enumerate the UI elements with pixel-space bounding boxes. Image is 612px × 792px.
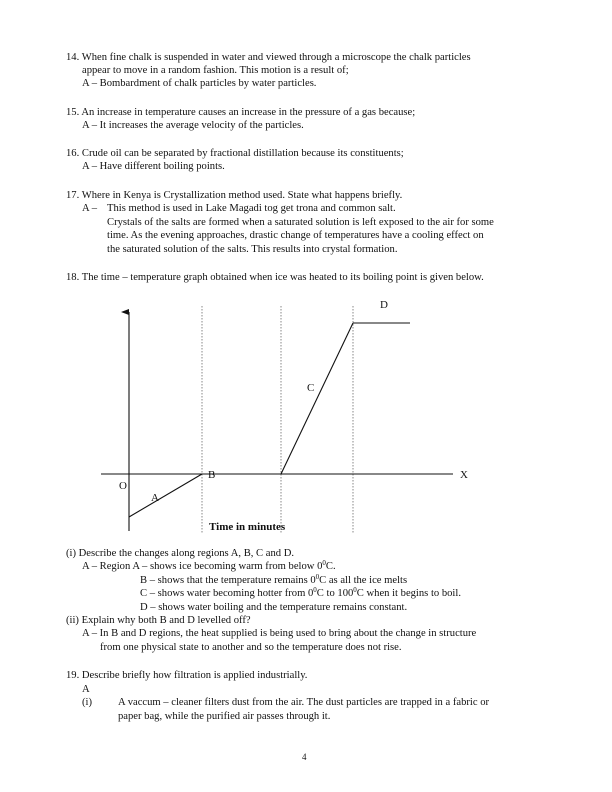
q17-answer-label: A – bbox=[82, 203, 98, 214]
degree-sup: 0 bbox=[315, 573, 320, 581]
q14-number: 14. bbox=[66, 52, 80, 63]
q19-answer-label: A bbox=[82, 684, 90, 695]
q18-answer-a bbox=[82, 560, 336, 573]
answer-c-suffix: C when it begins to boil. bbox=[356, 588, 461, 599]
q17-line1: Where in Kenya is Crystallization method used. State what happens briefly. bbox=[81, 190, 403, 201]
q18-part-ii bbox=[66, 614, 251, 627]
answer-b-text: B – shows that the temperature remains 0 bbox=[140, 575, 316, 586]
q18-line1: The time – temperature graph obtained when ice was heated to its boiling point is given below. bbox=[81, 272, 484, 283]
q18-answer-c bbox=[140, 587, 461, 600]
q14-line1: When fine chalk is suspended in water and viewed through a microscope the chalk particles bbox=[81, 52, 471, 63]
q18-part-i bbox=[66, 547, 294, 560]
region-label-b: B bbox=[208, 469, 216, 481]
q19-item-line2: paper bag, while the purified air passes through it. bbox=[118, 711, 331, 722]
region-label-d: D bbox=[380, 299, 388, 311]
q14-line2: appear to move in a random fashion. This motion is a result of; bbox=[82, 65, 349, 76]
answer-b-suffix: C as all the ice melts bbox=[319, 575, 408, 586]
q14-answer: A – Bombardment of chalk particles by water particles. bbox=[82, 78, 317, 89]
q18-part-i-label: (i) bbox=[66, 548, 76, 559]
q17-answer-line: This method is used in Lake Magadi tog get trona and common salt. bbox=[107, 203, 396, 214]
q18-part-ii-label: (ii) bbox=[66, 615, 79, 626]
q17-answer-line: time. As the evening approaches, drastic change of temperatures have a cooling effect on bbox=[107, 230, 484, 241]
answer-c-mid: C to 100 bbox=[316, 588, 354, 599]
q16-line1: Crude oil can be separated by fractional distillation because its constituents; bbox=[81, 148, 404, 159]
curve-segment-c bbox=[281, 323, 353, 474]
degree-sup: 0 bbox=[353, 586, 357, 594]
answer-a-text: A – Region A – shows ice becoming warm from below 0 bbox=[82, 561, 323, 572]
page-number: 4 bbox=[302, 752, 307, 762]
x-axis-label: X bbox=[460, 469, 468, 481]
q18-part-ii-answer-line2: from one physical state to another and so the temperature does not rise. bbox=[100, 642, 402, 653]
answer-c-text: C – shows water becoming hotter from 0 bbox=[140, 588, 314, 599]
degree-sup: 0 bbox=[313, 586, 317, 594]
degree-sup: 0 bbox=[322, 559, 326, 567]
q18-number: 18. bbox=[66, 272, 80, 283]
q18-part-ii-answer-line1: A – In B and D regions, the heat supplied is being used to bring about the change in structure bbox=[82, 628, 477, 639]
q19-item-line1: A vaccum – cleaner filters dust from the air. The dust particles are trapped in a fabric or bbox=[118, 697, 490, 708]
q15-line1: An increase in temperature causes an increase in the pressure of a gas because; bbox=[81, 107, 416, 118]
q19-line1: Describe briefly how filtration is applied industrially. bbox=[81, 670, 308, 681]
degree-unit: C. bbox=[325, 561, 336, 572]
q16-answer: A – Have different boiling points. bbox=[82, 161, 225, 172]
q17-answer-line: the saturated solution of the salts. This results into crystal formation. bbox=[107, 244, 398, 255]
q15-number: 15. bbox=[66, 107, 80, 118]
time-axis-label: Time in minutes bbox=[209, 521, 286, 533]
q17-number: 17. bbox=[66, 190, 80, 201]
region-label-c: C bbox=[307, 382, 315, 394]
origin-label: O bbox=[119, 480, 127, 492]
region-label-a: A bbox=[151, 492, 159, 504]
q18-answer-d: D – shows water boiling and the temperature remains constant. bbox=[140, 602, 408, 613]
q19-text bbox=[66, 669, 307, 682]
q17-answer-line: Crystals of the salts are formed when a saturated solution is left exposed to the air for some bbox=[107, 217, 494, 228]
q18-part-i-question: Describe the changes along regions A, B, C and D. bbox=[78, 548, 295, 559]
q19-item-label: (i) bbox=[82, 697, 92, 708]
q19-number: 19. bbox=[66, 670, 80, 681]
q16-number: 16. bbox=[66, 148, 80, 159]
q18-part-ii-question: Explain why both B and D levelled off? bbox=[81, 615, 251, 626]
q15-answer: A – It increases the average velocity of the particles. bbox=[82, 120, 304, 131]
curve-segment-a bbox=[129, 474, 202, 517]
q18-answer-b bbox=[140, 574, 407, 587]
